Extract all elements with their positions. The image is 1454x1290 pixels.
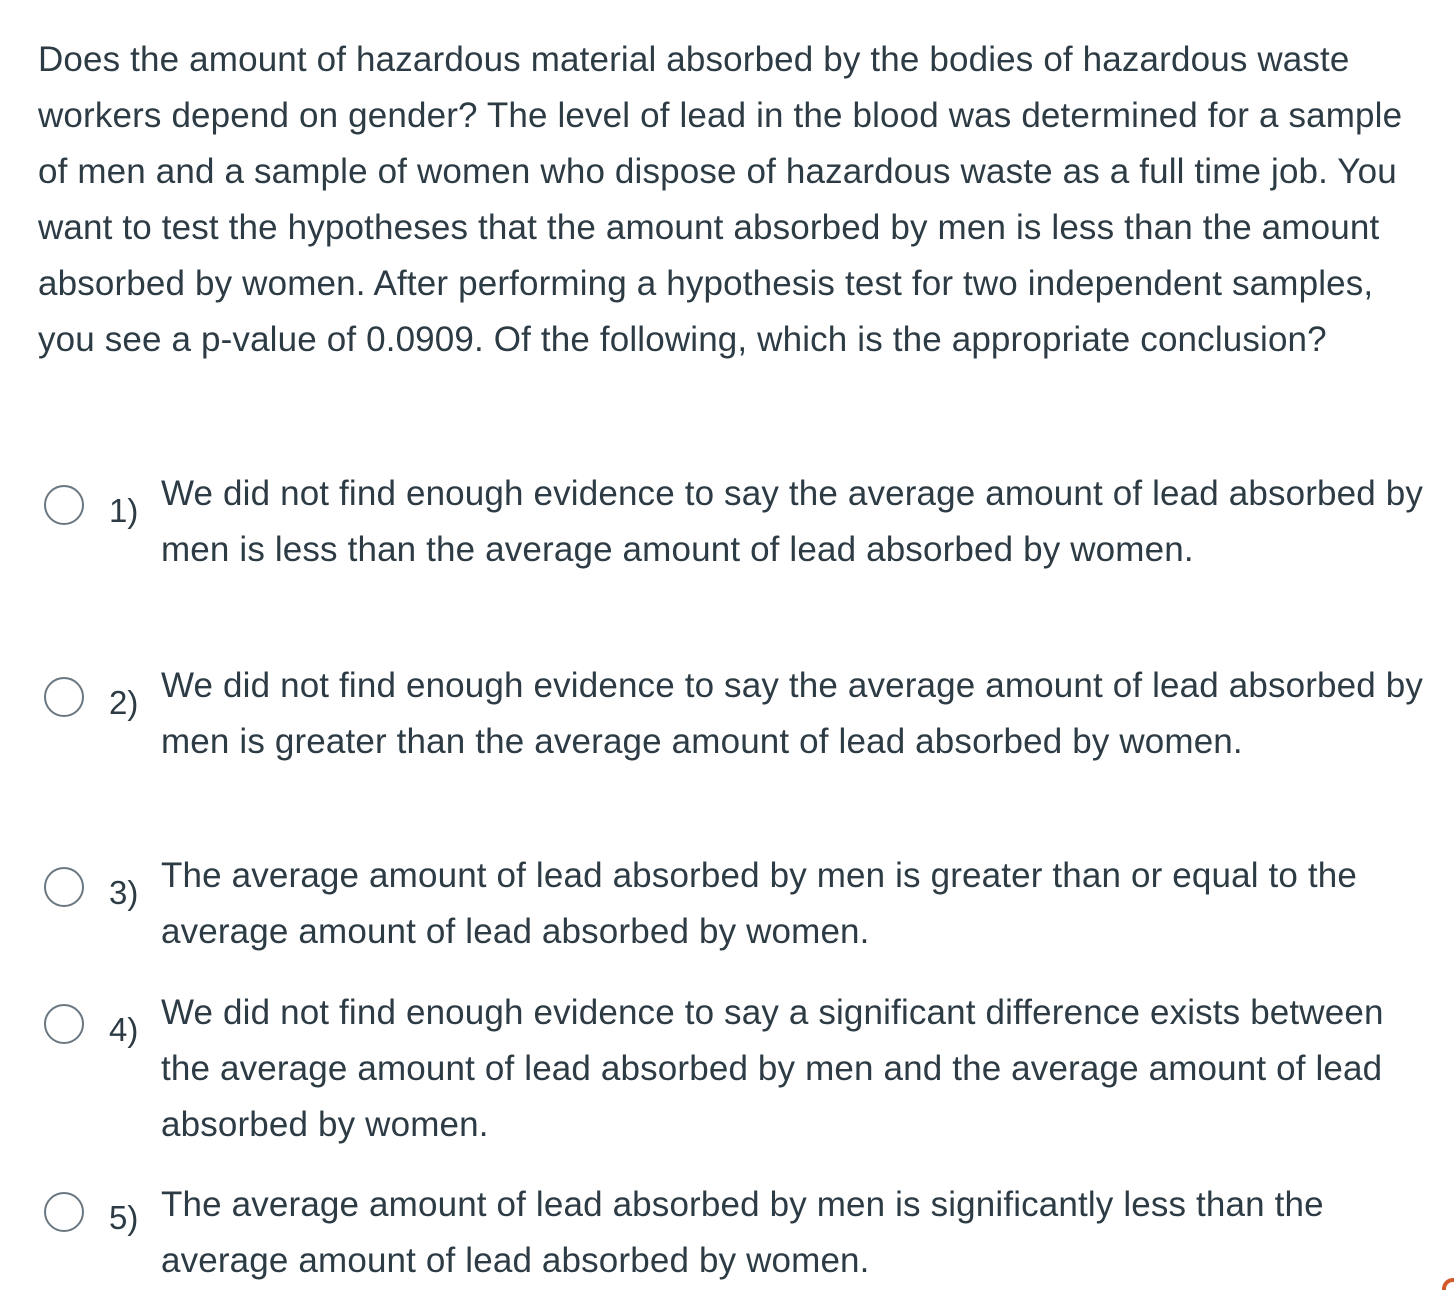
- radio-button-4[interactable]: [44, 1004, 84, 1044]
- option-number-5: 5): [109, 1199, 139, 1236]
- option-text-2[interactable]: We did not find enough evidence to say the average amount of lead absorbed by men is greater than the average amount of lead absorbed by women.: [161, 666, 1424, 761]
- option-text-4[interactable]: We did not find enough evidence to say a significant difference exists between the average amount of lead absorbed by men and the average amount of lead absorbed by women.: [161, 993, 1384, 1144]
- radio-button-3[interactable]: [44, 867, 84, 907]
- option-number-1: 1): [109, 492, 139, 529]
- option-number-4: 4): [109, 1011, 139, 1048]
- corner-accent-decoration: [1438, 1274, 1454, 1290]
- radio-button-5[interactable]: [44, 1192, 84, 1232]
- option-number-3: 3): [109, 874, 139, 911]
- option-number-2: 2): [109, 684, 139, 721]
- option-text-1[interactable]: We did not find enough evidence to say the average amount of lead absorbed by men is less than the average amount of lead absorbed by women.: [161, 474, 1424, 569]
- question-text: Does the amount of hazardous material absorbed by the bodies of hazardous waste workers depend on gender? The level of lead in the blood was determined for a sample of men and a sample of women who dispose of hazardous waste as a full time job. You want to test the hypotheses that the amount absorbed by men is less than the amount absorbed by women. After performing a hypothesis test for two independent samples, you see a p-value of 0.0909. Of the following, which is the appropriate conclusion?: [38, 40, 1403, 359]
- option-text-3[interactable]: The average amount of lead absorbed by men is greater than or equal to the average amount of lead absorbed by women.: [161, 856, 1358, 951]
- option-text-5[interactable]: The average amount of lead absorbed by men is significantly less than the average amount of lead absorbed by women.: [161, 1185, 1324, 1280]
- radio-button-1[interactable]: [44, 485, 84, 525]
- radio-button-2[interactable]: [44, 677, 84, 717]
